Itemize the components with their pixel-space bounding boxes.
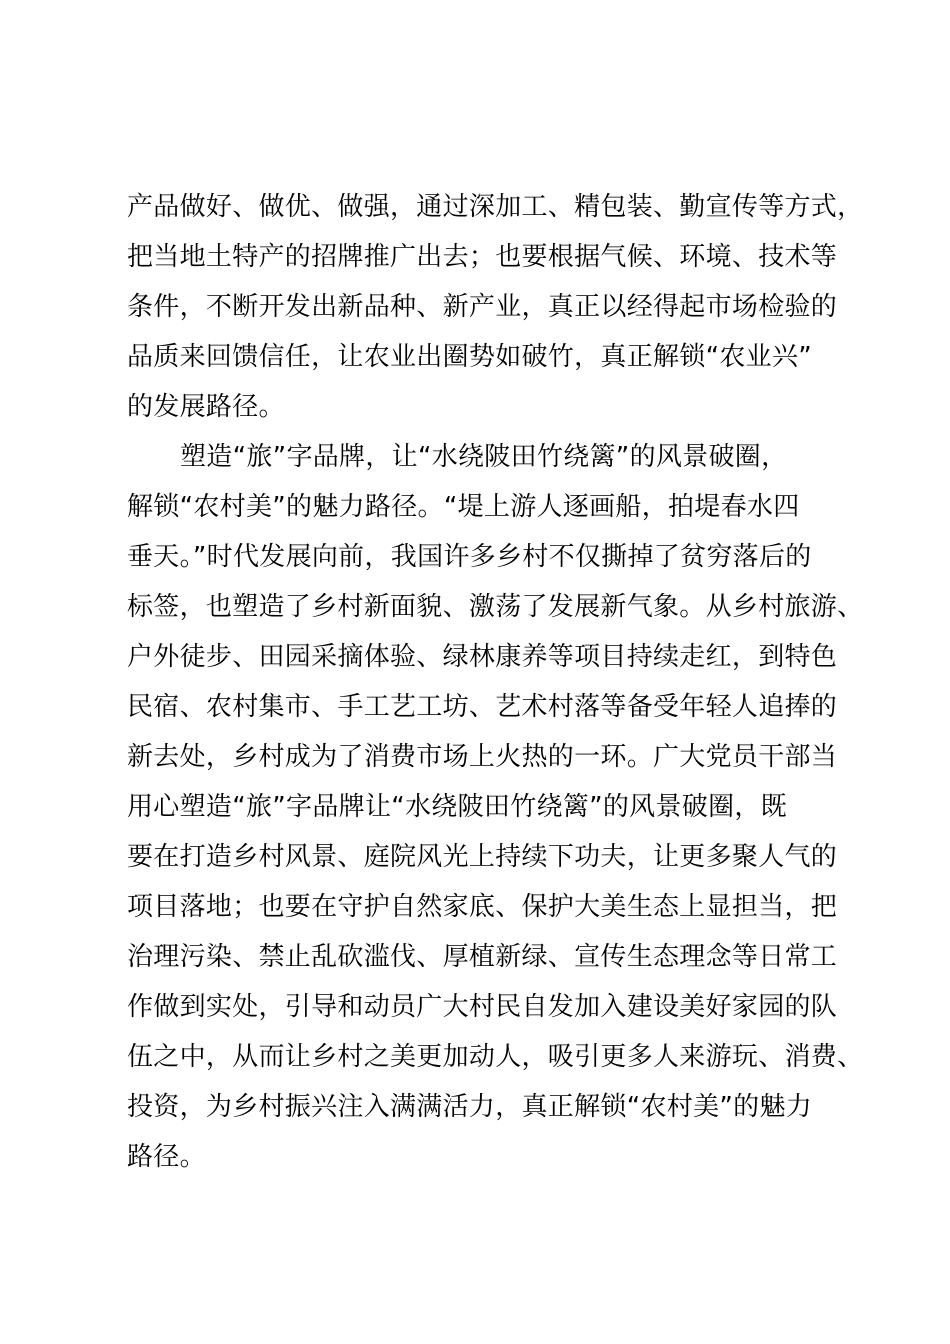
text-line: 把当地土特产的招牌推广出去；也要根据气候、环境、技术等 [127,242,838,272]
text-line: 用心塑造“旅”字品牌让“水绕陂田竹绕篱”的风景破圈，既 [127,792,787,822]
text-line: 产品做好、做优、做强，通过深加工、精包装、勤宣传等方式， [127,192,864,222]
text-line: 品质来回馈信任，让农业出圈势如破竹，真正解锁“农业兴” [127,342,813,372]
text-line: 民宿、农村集市、手工艺工坊、艺术村落等备受年轻人追捧的 [127,692,838,722]
text-line: 户外徒步、田园采摘体验、绿林康养等项目持续走红，到特色 [127,642,838,672]
text-line: 标签，也塑造了乡村新面貌、激荡了发展新气象。从乡村旅游、 [127,592,864,622]
text-line: 垂天。”时代发展向前，我国许多乡村不仅撕掉了贫穷落后的 [127,542,812,572]
text-line: 伍之中，从而让乡村之美更加动人，吸引更多人来游玩、消费、 [127,1042,864,1072]
text-line: 的发展路径。 [127,392,285,422]
text-line: 条件，不断开发出新品种、新产业，真正以经得起市场检验的 [127,292,838,322]
text-line: 治理污染、禁止乱砍滥伐、厚植新绿、宣传生态理念等日常工 [127,942,838,972]
text-line: 路径。 [127,1142,206,1172]
text-line: 解锁“农村美”的魅力路径。“堤上游人逐画船，拍堤春水四 [127,492,800,522]
paragraph-rural-beauty [127,432,864,1182]
document-body [127,182,864,1182]
text-line: 项目落地；也要在守护自然家底、保护大美生态上显担当，把 [127,892,838,922]
text-line: 新去处，乡村成为了消费市场上火热的一环。广大党员干部当 [127,742,838,772]
text-line: 塑造“旅”字品牌，让“水绕陂田竹绕篱”的风景破圈， [180,442,788,472]
text-line: 投资，为乡村振兴注入满满活力，真正解锁“农村美”的魅力 [127,1092,813,1122]
paragraph-continuation [127,182,864,432]
text-line: 要在打造乡村风景、庭院风光上持续下功夫，让更多聚人气的 [127,842,838,872]
text-line: 作做到实处，引导和动员广大村民自发加入建设美好家园的队 [127,992,838,1022]
